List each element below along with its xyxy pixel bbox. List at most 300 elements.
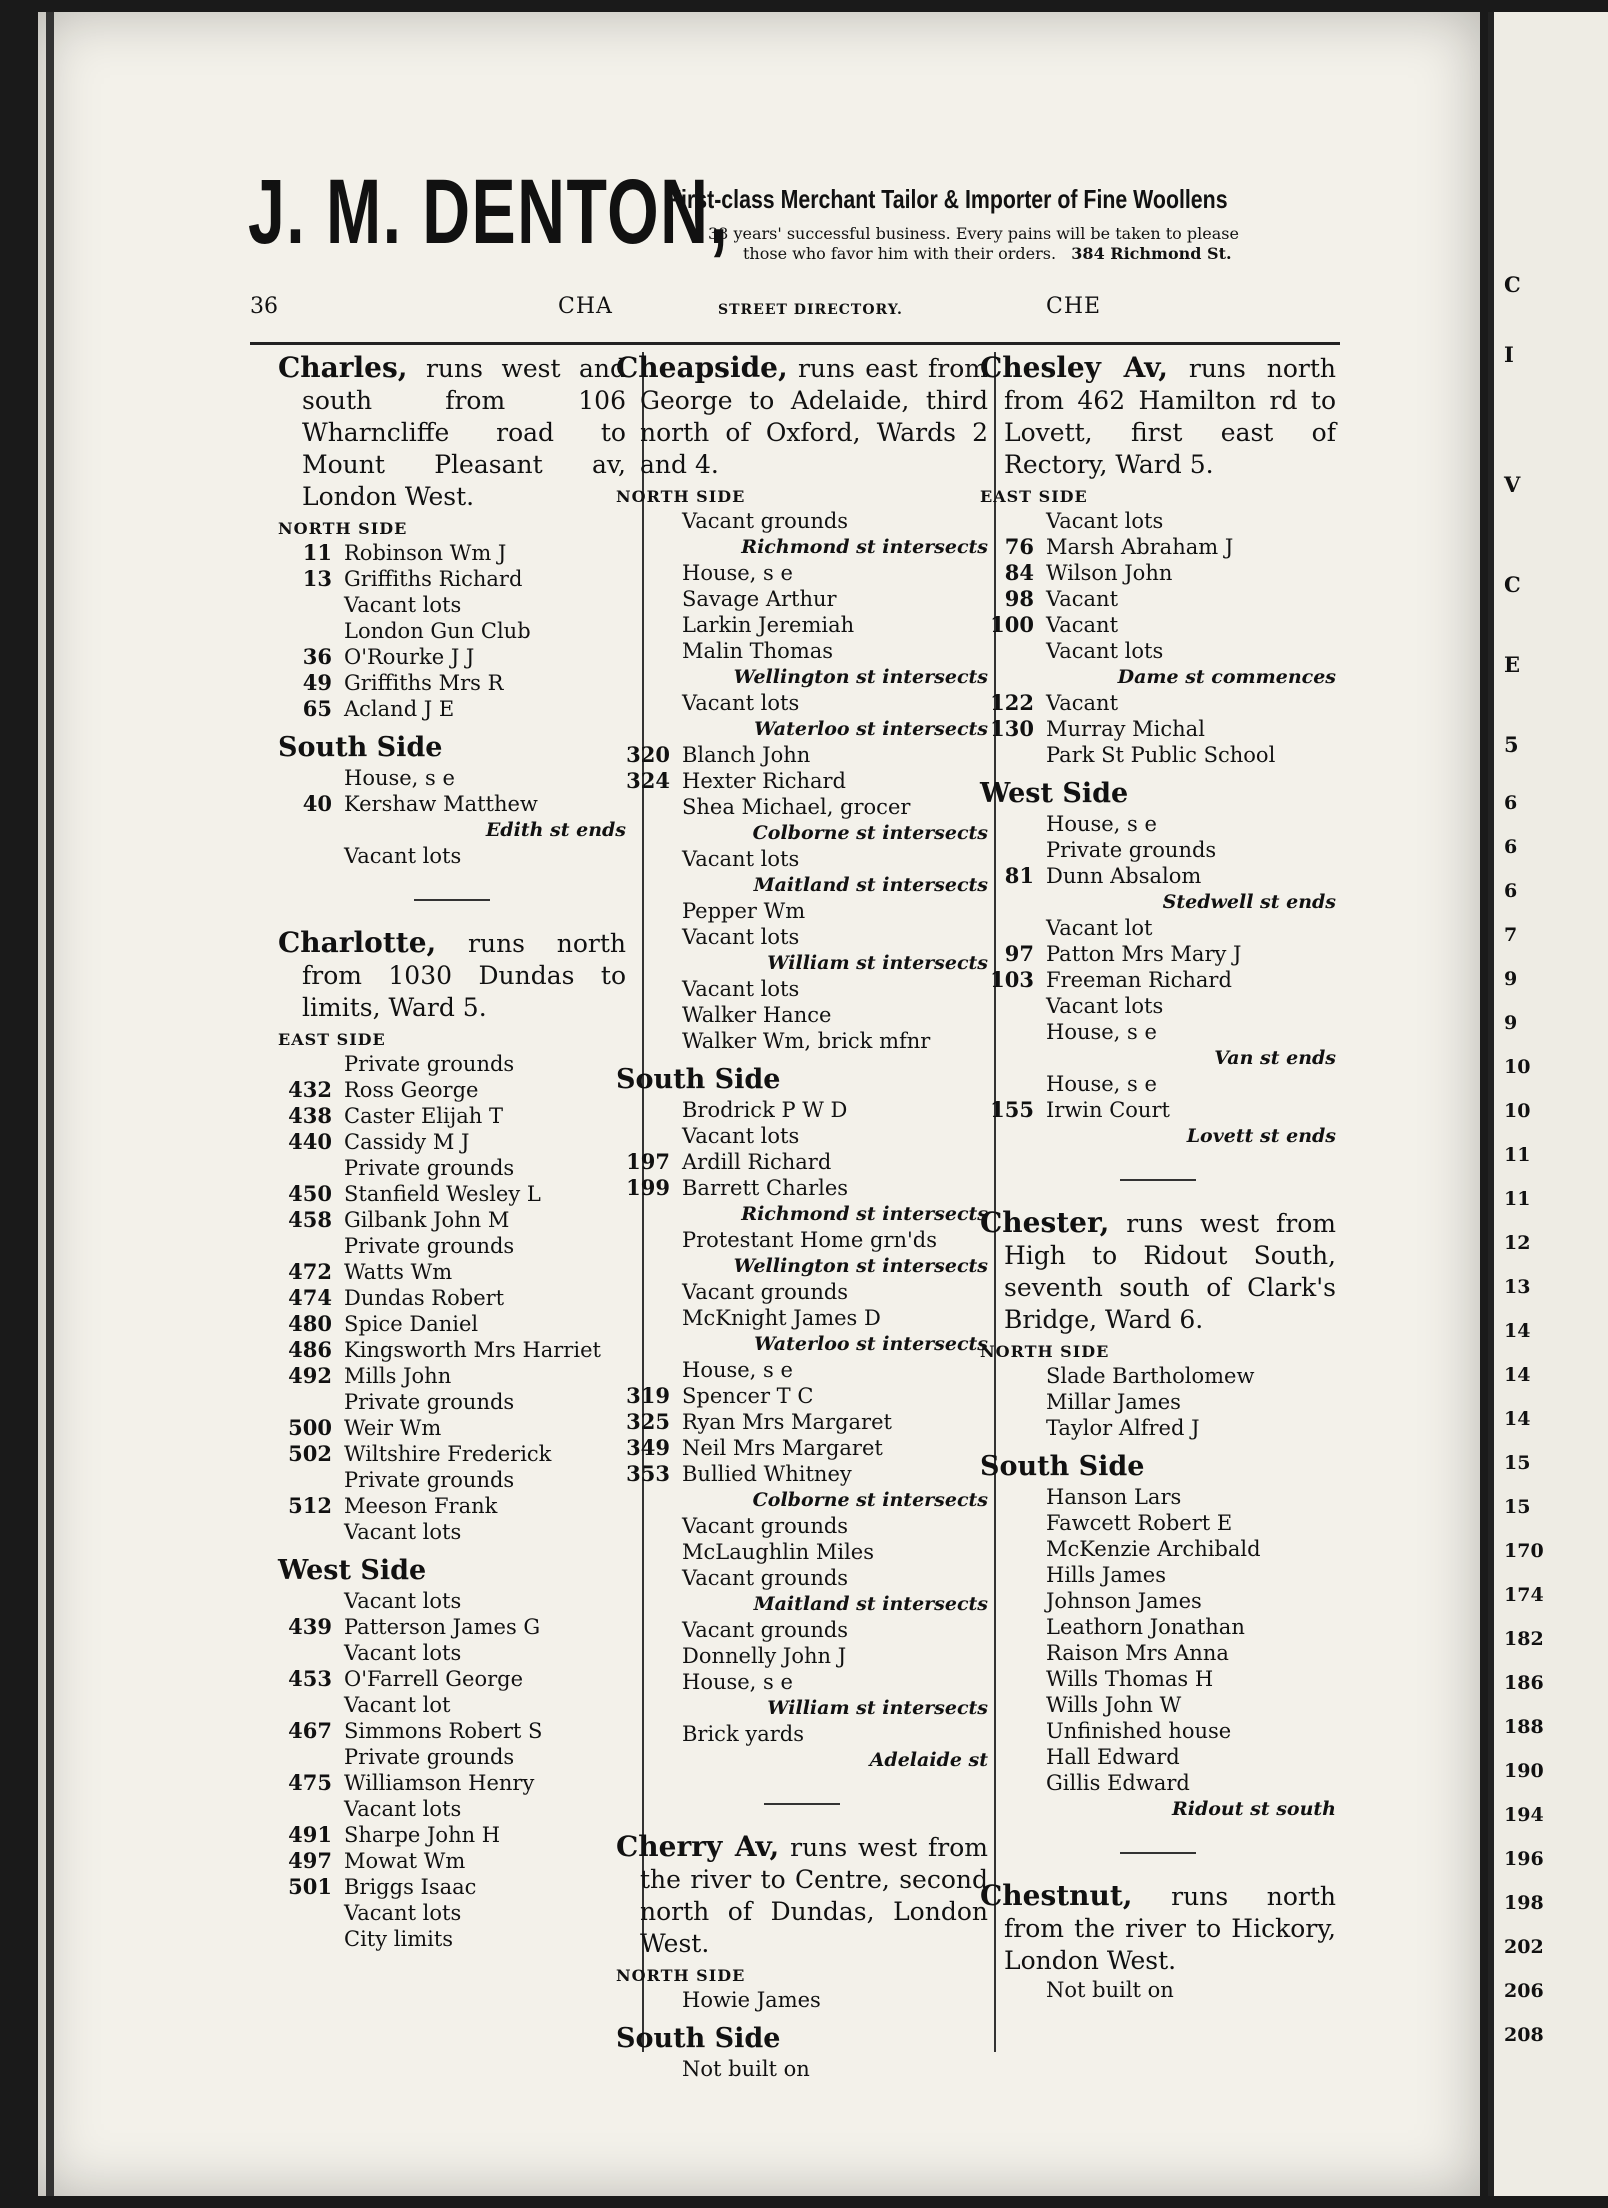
intersection-note: Waterloo st intersects <box>754 718 988 740</box>
street-entry <box>616 352 988 1773</box>
resident-name: Spencer T C <box>682 1384 814 1408</box>
resident-name: Malin Thomas <box>682 639 834 663</box>
house-number: 353 <box>626 1461 670 1486</box>
house-number: 98 <box>1004 586 1034 611</box>
resident-name: Kingsworth Mrs Harriet <box>344 1338 601 1362</box>
resident-name: Gillis Edward <box>1046 1771 1190 1795</box>
resident-name: Vacant <box>1046 613 1119 637</box>
street-entry <box>278 352 626 869</box>
side-heading: NORTH SIDE <box>616 1966 746 1985</box>
resident-name: Vacant lots <box>344 593 462 617</box>
resident-name: Hall Edward <box>1046 1745 1180 1769</box>
resident-name: Kershaw Matthew <box>344 792 538 816</box>
resident-name: Sharpe John H <box>344 1823 501 1847</box>
house-number: 76 <box>1004 534 1034 559</box>
resident-name: Marsh Abraham J <box>1046 535 1234 559</box>
street-entry <box>278 927 626 1952</box>
side-heading: EAST SIDE <box>278 1030 386 1049</box>
house-number: 103 <box>990 967 1034 992</box>
directory-line <box>616 690 988 716</box>
facing-page-number: 186 <box>1504 1672 1544 1694</box>
resident-name: Griffiths Richard <box>344 567 523 591</box>
facing-page-letter: E <box>1504 652 1521 677</box>
house-number: 349 <box>626 1435 670 1460</box>
directory-line <box>616 1617 988 1643</box>
resident-name: Murray Michal <box>1046 717 1205 741</box>
house-number: 324 <box>626 768 670 793</box>
facing-page-number: 208 <box>1504 2024 1544 2046</box>
house-number: 36 <box>302 644 332 669</box>
directory-line <box>980 1484 1336 1510</box>
resident-name: Williamson Henry <box>344 1771 535 1795</box>
directory-line <box>278 1051 626 1077</box>
resident-name: Taylor Alfred J <box>1046 1416 1200 1440</box>
house-number: 502 <box>288 1441 332 1466</box>
directory-line <box>980 1977 1336 2003</box>
resident-name: Walker Hance <box>682 1003 832 1027</box>
directory-line <box>278 843 626 869</box>
resident-name: Private grounds <box>1046 838 1217 862</box>
resident-name: Robinson Wm J <box>344 541 507 565</box>
entry-separator <box>764 1803 840 1805</box>
house-number: 458 <box>288 1207 332 1232</box>
facing-page-number: 9 <box>1504 1012 1518 1034</box>
resident-name: Savage Arthur <box>682 587 837 611</box>
directory-line <box>980 716 1336 742</box>
resident-name: Vacant grounds <box>682 1280 849 1304</box>
resident-name: Hanson Lars <box>1046 1485 1182 1509</box>
facing-page-number: 13 <box>1504 1276 1531 1298</box>
resident-name: House, s e <box>1046 1072 1157 1096</box>
directory-line <box>278 592 626 618</box>
street-lead <box>278 927 626 1024</box>
resident-name: Ardill Richard <box>682 1150 832 1174</box>
resident-name: Vacant lots <box>344 1589 462 1613</box>
directory-line <box>616 898 988 924</box>
directory-line <box>980 638 1336 664</box>
directory-line <box>980 1666 1336 1692</box>
directory-line <box>980 690 1336 716</box>
street-lead <box>980 1207 1336 1336</box>
directory-line <box>980 1071 1336 1097</box>
street-name: Charlotte, <box>278 926 437 959</box>
directory-line <box>616 1987 988 2013</box>
house-number: 81 <box>1004 863 1034 888</box>
directory-line <box>980 837 1336 863</box>
street-description: runs west from High to Ridout South, seventh south of Clark's Bridge, Ward 6. <box>1004 1209 1336 1334</box>
resident-name: Private grounds <box>344 1052 515 1076</box>
directory-line <box>278 696 626 722</box>
directory-line <box>616 1305 988 1331</box>
directory-line <box>980 742 1336 768</box>
directory-line <box>980 1510 1336 1536</box>
facing-page-number: 170 <box>1504 1540 1544 1562</box>
resident-name: Private grounds <box>344 1468 515 1492</box>
directory-line <box>616 2056 988 2082</box>
directory-line <box>616 1175 988 1201</box>
house-number: 453 <box>288 1666 332 1691</box>
directory-line <box>616 1097 988 1123</box>
resident-name: O'Rourke J J <box>344 645 475 669</box>
directory-line <box>278 1692 626 1718</box>
facing-page-letter: C <box>1504 572 1521 597</box>
advertiser-address: 384 Richmond St. <box>1071 244 1232 263</box>
directory-line <box>278 1493 626 1519</box>
street-description: runs east from George to Adelaide, third north of Oxford, Wards 2 and 4. <box>640 354 988 479</box>
street-name: Chesley Av, <box>980 351 1168 384</box>
resident-name: McKenzie Archibald <box>1046 1537 1261 1561</box>
directory-line <box>616 638 988 664</box>
resident-name: Walker Wm, brick mfnr <box>682 1029 931 1053</box>
house-number: 122 <box>990 690 1034 715</box>
resident-name: Not built on <box>682 2057 810 2081</box>
resident-name: Caster Elijah T <box>344 1104 503 1128</box>
entry-separator <box>1120 1852 1196 1854</box>
resident-name: Vacant grounds <box>682 1566 849 1590</box>
directory-line <box>616 1669 988 1695</box>
directory-line <box>278 1874 626 1900</box>
house-number: 467 <box>288 1718 332 1743</box>
facing-page-number: 15 <box>1504 1496 1531 1518</box>
house-number: 13 <box>302 566 332 591</box>
side-heading: South Side <box>616 2023 781 2054</box>
resident-name: Brodrick P W D <box>682 1098 848 1122</box>
directory-line <box>278 618 626 644</box>
house-number: 97 <box>1004 941 1034 966</box>
facing-page-number: 196 <box>1504 1848 1544 1870</box>
side-heading: South Side <box>278 732 443 763</box>
resident-name: Brick yards <box>682 1722 804 1746</box>
house-number: 199 <box>626 1175 670 1200</box>
house-number: 100 <box>990 612 1034 637</box>
resident-name: Acland J E <box>344 697 455 721</box>
house-number: 512 <box>288 1493 332 1518</box>
directory-line <box>278 791 626 817</box>
resident-name: Ross George <box>344 1078 479 1102</box>
directory-line <box>278 1441 626 1467</box>
resident-name: Watts Wm <box>344 1260 453 1284</box>
directory-line <box>980 1692 1336 1718</box>
facing-page-letter: I <box>1504 342 1514 367</box>
resident-name: Mowat Wm <box>344 1849 466 1873</box>
directory-line <box>616 846 988 872</box>
side-heading: West Side <box>980 778 1129 809</box>
header-advertisement <box>248 162 1348 282</box>
facing-page-number: 14 <box>1504 1408 1531 1430</box>
resident-name: Private grounds <box>344 1234 515 1258</box>
house-number: 438 <box>288 1103 332 1128</box>
directory-title: STREET DIRECTORY. <box>718 302 903 318</box>
intersection-note: Dame st commences <box>1117 666 1336 688</box>
facing-page-number: 174 <box>1504 1584 1544 1606</box>
resident-name: Spice Daniel <box>344 1312 479 1336</box>
resident-name: Bullied Whitney <box>682 1462 852 1486</box>
intersection-note: Lovett st ends <box>1186 1125 1336 1147</box>
directory-line <box>278 566 626 592</box>
resident-name: Donnelly John J <box>682 1644 847 1668</box>
directory-line <box>278 540 626 566</box>
facing-page-letter: V <box>1504 472 1521 497</box>
directory-line <box>980 993 1336 1019</box>
house-number: 472 <box>288 1259 332 1284</box>
directory-line <box>278 1926 626 1952</box>
directory-line <box>980 941 1336 967</box>
directory-column-2 <box>616 352 988 2086</box>
intersection-note: Van st ends <box>1214 1047 1336 1069</box>
directory-line <box>616 1565 988 1591</box>
resident-name: Patton Mrs Mary J <box>1046 942 1242 966</box>
resident-name: Vacant lots <box>344 1797 462 1821</box>
directory-line <box>980 1415 1336 1441</box>
street-name: Cherry Av, <box>616 1830 780 1863</box>
facing-page-number: 10 <box>1504 1100 1531 1122</box>
resident-name: Larkin Jeremiah <box>682 613 855 637</box>
facing-page-number: 12 <box>1504 1232 1531 1254</box>
resident-name: Vacant lots <box>682 925 800 949</box>
directory-line <box>278 1181 626 1207</box>
resident-name: Fawcett Robert E <box>1046 1511 1233 1535</box>
side-heading: West Side <box>278 1555 427 1586</box>
facing-page-number: 182 <box>1504 1628 1544 1650</box>
street-name: Charles, <box>278 351 408 384</box>
resident-name: Freeman Richard <box>1046 968 1232 992</box>
intersection-note: Richmond st intersects <box>741 1203 988 1225</box>
right-guide-word: CHE <box>1046 294 1102 319</box>
resident-name: Weir Wm <box>344 1416 442 1440</box>
resident-name: Leathorn Jonathan <box>1046 1615 1245 1639</box>
directory-line <box>980 967 1336 993</box>
facing-page-number: 206 <box>1504 1980 1544 2002</box>
resident-name: Wilson John <box>1046 561 1173 585</box>
street-name: Cheapside, <box>616 351 788 384</box>
directory-line <box>278 1207 626 1233</box>
directory-line <box>278 1259 626 1285</box>
resident-name: Not built on <box>1046 1978 1174 2002</box>
directory-line <box>278 1588 626 1614</box>
directory-line <box>278 1363 626 1389</box>
resident-name: Patterson James G <box>344 1615 541 1639</box>
intersection-note: Adelaide st <box>869 1749 988 1771</box>
street-description: runs west and south from 106 Wharncliffe road to Mount Pleasant av, London West. <box>302 354 626 511</box>
directory-line <box>278 1129 626 1155</box>
directory-line <box>278 1155 626 1181</box>
facing-page-number: 14 <box>1504 1320 1531 1342</box>
house-number: 474 <box>288 1285 332 1310</box>
street-name: Chestnut, <box>980 1879 1133 1912</box>
intersection-note: William st intersects <box>767 952 988 974</box>
facing-page-letter: C <box>1504 272 1521 297</box>
street-description: runs west from the river to Centre, second north of Dundas, London West. <box>640 1833 988 1958</box>
resident-name: Mills John <box>344 1364 452 1388</box>
page-number: 36 <box>250 294 278 319</box>
facing-page-number: 11 <box>1504 1144 1531 1166</box>
directory-line <box>980 1363 1336 1389</box>
facing-page-number: 6 <box>1504 792 1518 814</box>
directory-line <box>616 1357 988 1383</box>
house-number: 11 <box>302 540 332 565</box>
intersection-note: Maitland st intersects <box>753 1593 988 1615</box>
street-name: Chester, <box>980 1206 1110 1239</box>
intersection-note: Wellington st intersects <box>733 666 988 688</box>
directory-line <box>616 742 988 768</box>
directory-line <box>980 1744 1336 1770</box>
resident-name: O'Farrell George <box>344 1667 524 1691</box>
advertiser-line-3-text: those who favor him with their orders. <box>743 244 1057 263</box>
directory-line <box>278 1077 626 1103</box>
directory-line <box>278 1640 626 1666</box>
resident-name: Irwin Court <box>1046 1098 1170 1122</box>
directory-line <box>616 1435 988 1461</box>
directory-line <box>980 612 1336 638</box>
facing-page-letter: 5 <box>1504 732 1519 757</box>
directory-line <box>278 1311 626 1337</box>
facing-page-number: 9 <box>1504 968 1518 990</box>
resident-name: Private grounds <box>344 1745 515 1769</box>
resident-name: Wiltshire Frederick <box>344 1442 552 1466</box>
resident-name: Pepper Wm <box>682 899 806 923</box>
directory-line <box>278 1337 626 1363</box>
directory-line <box>616 1513 988 1539</box>
street-description: runs north from 1030 Dundas to limits, Ward 5. <box>302 929 626 1022</box>
facing-page-number: 7 <box>1504 924 1518 946</box>
house-number: 40 <box>302 791 332 816</box>
street-lead <box>616 1831 988 1960</box>
resident-name: Gilbank John M <box>344 1208 510 1232</box>
directory-line <box>980 508 1336 534</box>
resident-name: Millar James <box>1046 1390 1181 1414</box>
intersection-note: Maitland st intersects <box>753 874 988 896</box>
resident-name: Vacant lots <box>1046 509 1164 533</box>
facing-page-number: 15 <box>1504 1452 1531 1474</box>
directory-line <box>616 1539 988 1565</box>
house-number: 486 <box>288 1337 332 1362</box>
advertiser-name: J. M. DENTON, <box>248 161 730 263</box>
resident-name: Vacant lots <box>344 1641 462 1665</box>
directory-line <box>616 1279 988 1305</box>
resident-name: House, s e <box>1046 1020 1157 1044</box>
directory-column-1 <box>278 352 626 1956</box>
house-number: 500 <box>288 1415 332 1440</box>
resident-name: Vacant lots <box>682 977 800 1001</box>
street-entry <box>616 1831 988 2082</box>
directory-line <box>278 1233 626 1259</box>
directory-line <box>980 1536 1336 1562</box>
house-number: 491 <box>288 1822 332 1847</box>
intersection-note: Ridout st south <box>1171 1798 1336 1820</box>
house-number: 497 <box>288 1848 332 1873</box>
directory-line <box>616 1409 988 1435</box>
resident-name: Private grounds <box>344 1390 515 1414</box>
house-number: 475 <box>288 1770 332 1795</box>
directory-line <box>616 794 988 820</box>
directory-line <box>980 1389 1336 1415</box>
resident-name: Simmons Robert S <box>344 1719 543 1743</box>
directory-line <box>278 1848 626 1874</box>
side-heading: NORTH SIDE <box>278 519 408 538</box>
street-lead <box>278 352 626 513</box>
directory-line <box>980 1640 1336 1666</box>
directory-line <box>278 1614 626 1640</box>
resident-name: Hexter Richard <box>682 769 846 793</box>
house-number: 130 <box>990 716 1034 741</box>
house-number: 439 <box>288 1614 332 1639</box>
directory-line <box>980 1588 1336 1614</box>
directory-line <box>278 1103 626 1129</box>
resident-name: Ryan Mrs Margaret <box>682 1410 892 1434</box>
intersection-note: Waterloo st intersects <box>754 1333 988 1355</box>
facing-page-number: 190 <box>1504 1760 1544 1782</box>
resident-name: House, s e <box>682 1358 793 1382</box>
facing-page-number: 202 <box>1504 1936 1544 1958</box>
entry-separator <box>1120 1179 1196 1181</box>
house-number: 319 <box>626 1383 670 1408</box>
directory-column-3 <box>980 352 1336 2007</box>
resident-name: Stanfield Wesley L <box>344 1182 541 1206</box>
street-lead <box>616 352 988 481</box>
street-entry <box>980 1880 1336 2003</box>
directory-line <box>616 508 988 534</box>
resident-name: Briggs Isaac <box>344 1875 477 1899</box>
directory-line <box>616 1461 988 1487</box>
directory-line <box>278 1666 626 1692</box>
directory-line <box>616 924 988 950</box>
facing-page-number: 6 <box>1504 880 1518 902</box>
directory-line <box>980 560 1336 586</box>
street-entry <box>980 1207 1336 1822</box>
directory-line <box>616 768 988 794</box>
directory-line <box>616 612 988 638</box>
house-number: 325 <box>626 1409 670 1434</box>
directory-line <box>980 1614 1336 1640</box>
resident-name: Protestant Home grn'ds <box>682 1228 938 1252</box>
directory-line <box>278 1796 626 1822</box>
directory-line <box>616 1028 988 1054</box>
house-number: 49 <box>302 670 332 695</box>
resident-name: Vacant <box>1046 691 1119 715</box>
street-description: runs north from 462 Hamilton rd to Lovett, first east of Rectory, Ward 5. <box>1004 354 1337 479</box>
resident-name: Shea Michael, grocer <box>682 795 911 819</box>
house-number: 450 <box>288 1181 332 1206</box>
house-number: 432 <box>288 1077 332 1102</box>
resident-name: Vacant grounds <box>682 1618 849 1642</box>
directory-line <box>616 1002 988 1028</box>
resident-name: Wills Thomas H <box>1046 1667 1214 1691</box>
directory-line <box>980 915 1336 941</box>
advertiser-line-2: 38 years' successful business. Every pains will be taken to please <box>708 224 1239 243</box>
running-header <box>250 294 1340 328</box>
resident-name: Vacant lots <box>1046 994 1164 1018</box>
resident-name: Vacant lots <box>682 847 800 871</box>
street-lead <box>980 352 1336 481</box>
resident-name: Johnson James <box>1046 1589 1202 1613</box>
directory-line <box>616 1383 988 1409</box>
house-number: 440 <box>288 1129 332 1154</box>
resident-name: Vacant lots <box>682 1124 800 1148</box>
intersection-note: Colborne st intersects <box>752 822 988 844</box>
entry-separator <box>414 899 490 901</box>
resident-name: House, s e <box>682 561 793 585</box>
directory-line <box>278 1467 626 1493</box>
directory-line <box>278 1822 626 1848</box>
directory-line <box>616 1227 988 1253</box>
resident-name: Raison Mrs Anna <box>1046 1641 1229 1665</box>
intersection-note: Stedwell st ends <box>1162 891 1336 913</box>
resident-name: McKnight James D <box>682 1306 881 1330</box>
resident-name: House, s e <box>1046 812 1157 836</box>
house-number: 480 <box>288 1311 332 1336</box>
facing-page-number: 198 <box>1504 1892 1544 1914</box>
house-number: 155 <box>990 1097 1034 1122</box>
